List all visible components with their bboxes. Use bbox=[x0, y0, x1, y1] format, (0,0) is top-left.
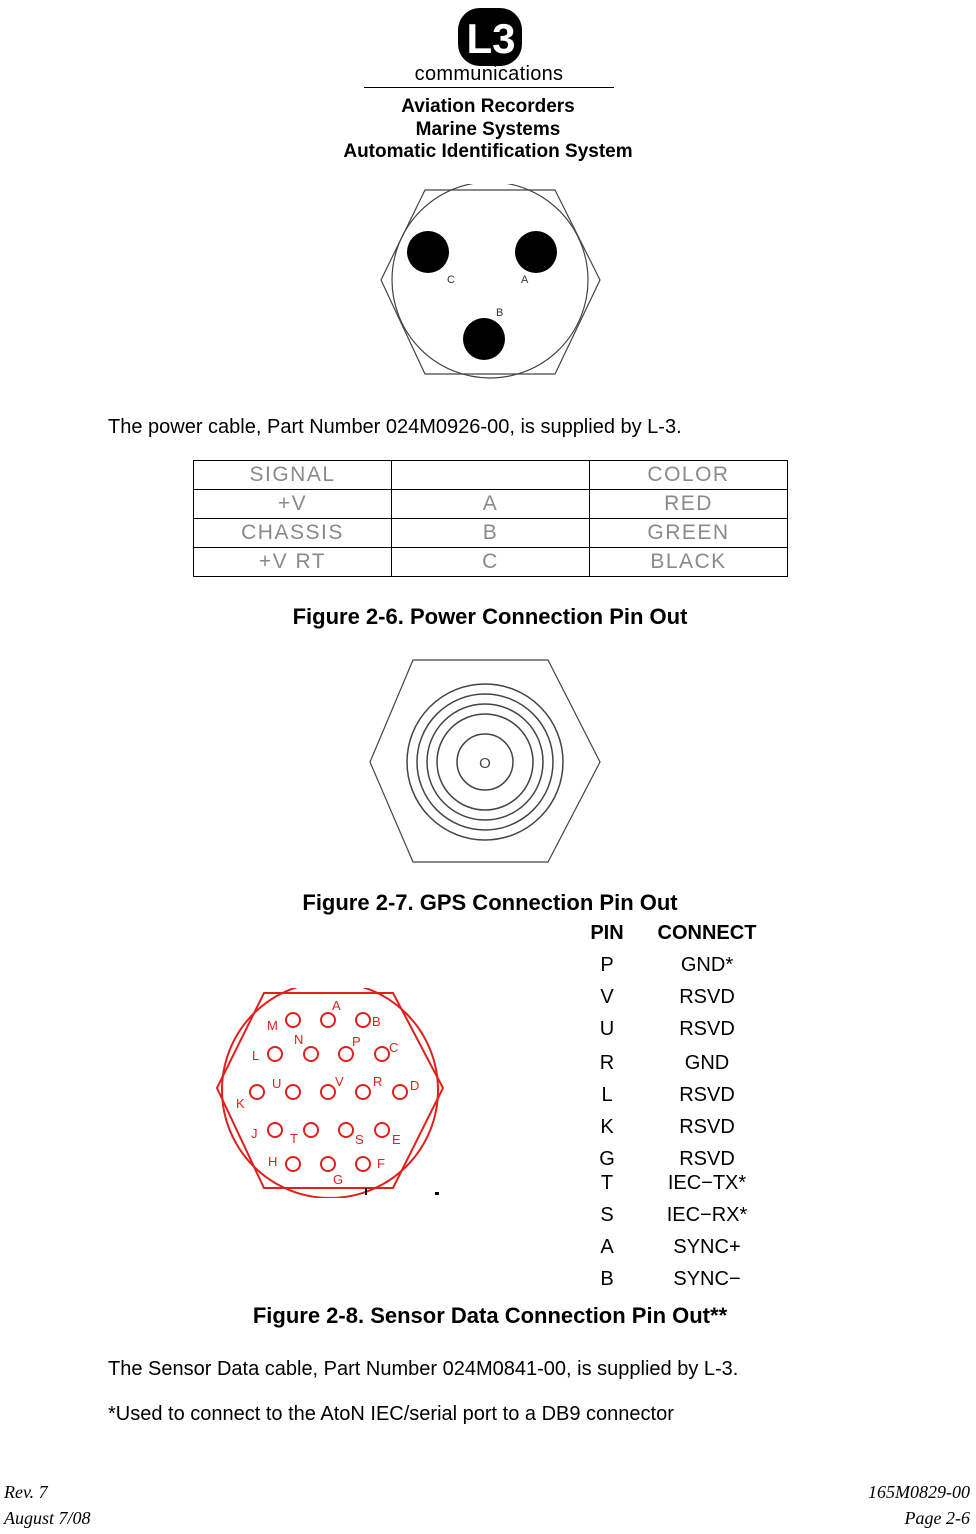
table-cell: CHASSIS bbox=[194, 519, 392, 548]
svg-text:K: K bbox=[236, 1096, 245, 1111]
list-item: P GND* bbox=[600, 954, 734, 976]
footer-doc-number: 165M0829-00 bbox=[868, 1482, 970, 1502]
table-cell: BLACK bbox=[590, 548, 788, 577]
sensor-pin-a bbox=[321, 1013, 335, 1027]
table-cell: +V RT bbox=[194, 548, 392, 577]
logo-mark: L3 bbox=[466, 15, 516, 62]
svg-text:F: F bbox=[377, 1156, 385, 1171]
table-cell: RED bbox=[590, 490, 788, 519]
l3-logo-icon bbox=[455, 6, 525, 68]
sensor-pin-e bbox=[375, 1123, 389, 1137]
stray-mark bbox=[365, 1188, 367, 1195]
svg-text:T: T bbox=[290, 1131, 298, 1146]
svg-text:M: M bbox=[267, 1018, 278, 1033]
sensor-pin-m bbox=[286, 1013, 300, 1027]
header-line-1: Aviation Recorders bbox=[401, 96, 575, 117]
svg-text:L: L bbox=[252, 1048, 260, 1063]
sensor-pin-b bbox=[356, 1013, 370, 1027]
header-line-2: Marine Systems bbox=[415, 119, 561, 140]
footer-revision: Rev. 7 bbox=[4, 1482, 48, 1502]
power-pin-table bbox=[193, 460, 788, 577]
svg-text:R: R bbox=[373, 1074, 383, 1089]
list-item: R GND bbox=[599, 1052, 730, 1074]
sensor-pin-u bbox=[286, 1085, 300, 1099]
svg-text:G: G bbox=[333, 1172, 344, 1187]
power-pin-label-b: B bbox=[496, 307, 504, 319]
list-item: L RSVD bbox=[601, 1084, 735, 1106]
table-header-cell: CONNECT bbox=[657, 922, 757, 944]
figure-2-7-caption: Figure 2-7. GPS Connection Pin Out bbox=[302, 890, 678, 915]
footer-date: August 7/08 bbox=[4, 1508, 91, 1528]
table-header-row bbox=[194, 461, 788, 490]
sensor-pin-j bbox=[268, 1123, 282, 1137]
table-header-cell: PIN bbox=[590, 922, 624, 944]
footer-page-number: Page 2-6 bbox=[904, 1508, 970, 1528]
sensor-pin-d bbox=[393, 1085, 407, 1099]
power-pin-label-a: A bbox=[521, 274, 529, 286]
svg-text:A: A bbox=[332, 998, 341, 1013]
list-item: T IEC−TX* bbox=[600, 1172, 747, 1194]
svg-text:P: P bbox=[352, 1034, 361, 1049]
table-cell: GREEN bbox=[590, 519, 788, 548]
table-cell: B bbox=[392, 519, 590, 548]
logo-wordmark: communications bbox=[414, 63, 564, 85]
sensor-pin-h bbox=[286, 1157, 300, 1171]
list-item: K RSVD bbox=[600, 1116, 735, 1138]
footnote-text: *Used to connect to the AtoN IEC/serial port to a DB9 connector bbox=[108, 1403, 674, 1425]
svg-text:C: C bbox=[389, 1040, 399, 1055]
svg-text:D: D bbox=[410, 1078, 420, 1093]
table-header-cell bbox=[392, 461, 590, 490]
power-pin-label-c: C bbox=[447, 274, 455, 286]
table-row bbox=[194, 490, 788, 519]
gps-connector-diagram bbox=[358, 652, 620, 876]
power-pin-c bbox=[407, 231, 449, 273]
svg-text:U: U bbox=[272, 1076, 282, 1091]
sensor-cable-text: The Sensor Data cable, Part Number 024M0841-00, is supplied by L-3. bbox=[108, 1358, 739, 1380]
svg-text:V: V bbox=[335, 1074, 344, 1089]
list-item: V RSVD bbox=[600, 986, 735, 1008]
table-header-cell: COLOR bbox=[590, 461, 788, 490]
list-item: B SYNC− bbox=[600, 1268, 741, 1290]
stray-mark bbox=[435, 1192, 439, 1195]
sensor-pin-v bbox=[321, 1085, 335, 1099]
header-line-3: Automatic Identification System bbox=[343, 141, 633, 162]
figure-2-8-caption: Figure 2-8. Sensor Data Connection Pin Out** bbox=[252, 1303, 728, 1328]
sensor-pin-g bbox=[321, 1157, 335, 1171]
list-item: G RSVD bbox=[599, 1148, 735, 1170]
figure-2-6-caption: Figure 2-6. Power Connection Pin Out bbox=[292, 604, 688, 629]
sensor-pin-r bbox=[356, 1085, 370, 1099]
list-item: S IEC−RX* bbox=[600, 1204, 748, 1226]
list-item: U RSVD bbox=[599, 1018, 735, 1040]
sensor-pin-f bbox=[356, 1157, 370, 1171]
svg-text:J: J bbox=[251, 1126, 258, 1141]
table-header-row bbox=[570, 922, 780, 946]
list-item: A SYNC+ bbox=[600, 1236, 741, 1258]
table-cell: C bbox=[392, 548, 590, 577]
table-row bbox=[194, 548, 788, 577]
sensor-connector-diagram bbox=[212, 988, 448, 1198]
svg-text:E: E bbox=[392, 1132, 401, 1147]
table-header-cell: SIGNAL bbox=[194, 461, 392, 490]
power-cable-text: The power cable, Part Number 024M0926-00, is supplied by L-3. bbox=[108, 416, 682, 438]
svg-text:H: H bbox=[268, 1154, 278, 1169]
gps-pin-label: O bbox=[479, 755, 491, 772]
sensor-pin-s bbox=[339, 1123, 353, 1137]
sensor-pin-p bbox=[339, 1047, 353, 1061]
power-pin-a bbox=[515, 231, 557, 273]
svg-text:S: S bbox=[355, 1132, 364, 1147]
sensor-pin-n bbox=[304, 1047, 318, 1061]
company-logo bbox=[455, 6, 525, 68]
sensor-pin-c bbox=[375, 1047, 389, 1061]
svg-text:N: N bbox=[294, 1032, 304, 1047]
table-cell: +V bbox=[194, 490, 392, 519]
sensor-pin-l bbox=[268, 1047, 282, 1061]
svg-text:B: B bbox=[372, 1014, 381, 1029]
power-connector-diagram bbox=[376, 184, 604, 380]
power-pin-b bbox=[463, 318, 505, 360]
logo-rule bbox=[364, 87, 614, 88]
sensor-pin-k bbox=[250, 1085, 264, 1099]
table-cell: A bbox=[392, 490, 590, 519]
sensor-pin-t bbox=[304, 1123, 318, 1137]
table-row bbox=[194, 519, 788, 548]
